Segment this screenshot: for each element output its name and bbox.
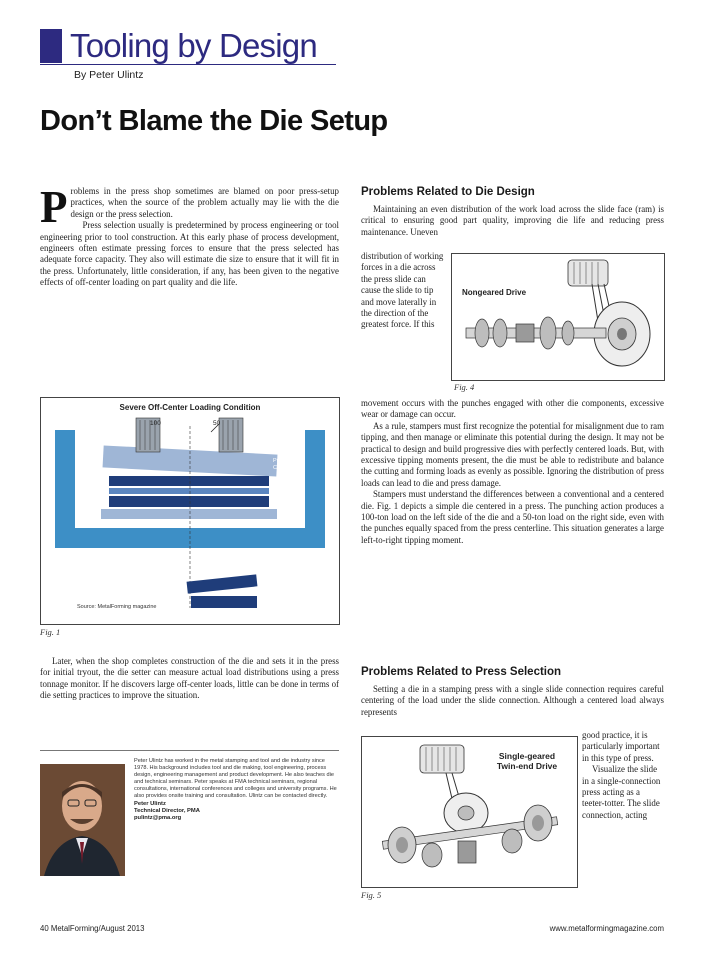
author-bio-text: Peter Ulintz has worked in the metal stamping and tool and die industry since 1978. His background includes tool and die making, tool engineering, process design, engineering management and product development. He also teaches die and technical seminars. Peter speaks at FMA technical seminars, regional consultations, international conferences and colleges and university programs. He also provides onsite training and consultation. Ulintz can be contacted directly.	[134, 758, 337, 800]
heading-die-design: Problems Related to Die Design	[361, 186, 535, 198]
author-title: Technical Director, PMA	[134, 807, 200, 814]
intro-block	[40, 182, 339, 289]
figure-1-load-right: 50	[213, 420, 221, 427]
author-bio	[134, 758, 339, 822]
paragraph-die-design-after: movement occurs with the punches engaged with other die components, excessive wear or damage can occur.	[361, 398, 664, 420]
section-title: Tooling by Design	[70, 27, 317, 64]
paragraph-die-design-2: As a rule, stampers must first recognize the potential for misalignment due to ram tipping, and then manage or eliminate this potential during the design. It may not be practical to design and build progressive dies with perfectly centered loads. But, with excessive tipping moments present, the die must be able to redistribute and balance the cutting and forming loads as evenly as possible. Ignoring the distribution of press loads can lead to die and press damage.	[361, 420, 664, 488]
footer-website[interactable]: www.metalformingmagazine.com	[549, 924, 664, 933]
paragraph-press-selection-wrap: good practice, it is particularly important in this type of press.	[582, 730, 660, 763]
later-block	[40, 656, 339, 702]
author-photo	[40, 764, 125, 876]
paragraph-press-selection-1: Setting a die in a stamping press with a single slide connection requires careful centering of the load under the slide connection. Although a centered load always represents	[361, 684, 664, 717]
paragraph-press-selection-2: Visualize the slide in a single-connection press acting as a teeter-totter. The slide connection, acting	[582, 764, 661, 820]
author-email[interactable]: pulintz@pma.org	[134, 814, 182, 821]
figure-1-caption: Fig. 1	[40, 627, 61, 637]
figure-4	[451, 253, 665, 381]
author-portrait-icon	[40, 764, 125, 876]
paragraph-die-design-wrap: distribution of working forces in a die across the press slide can cause the slide to tip and move laterally in the direction of the greatest force. If this	[361, 251, 444, 330]
drop-cap: P	[40, 182, 68, 232]
figure-1-label-centerline-2: Press Centerline	[77, 461, 103, 474]
heading-press-selection: Problems Related to Press Selection	[361, 666, 562, 678]
footer-folio: 40 MetalForming/August 2013	[40, 924, 145, 933]
figure-1-legend: Source: MetalForming magazine	[77, 604, 157, 610]
figure-5-title-line1: Single-geared	[498, 751, 556, 761]
intro-paragraph	[40, 182, 339, 232]
figure-1-title: Severe Off-Center Loading Condition	[119, 403, 261, 412]
press-selection-wrap	[582, 730, 664, 821]
paragraph-tryout: Later, when the shop completes construction of the die and sets it in the press for initial tryout, the die setter can measure actual load distributions using a press tonnage monitor. If he discovers large off-center loads, little can be done in terms of die setting practices to improve the situation.	[40, 656, 339, 701]
die-design-wrap	[361, 251, 445, 331]
byline: By Peter Ulintz	[74, 69, 144, 81]
article-headline: Don’t Blame the Die Setup	[40, 105, 388, 137]
paragraph-die-design-3: Stampers must understand the differences between a conventional and a centered die. Fig. 1 depicts a simple die centered in a press. The punching action produces a 100-ton load on the left side of the die and a 50-ton load on the right side, even with the punches equally spaced from the press centerline. This situation generates a large left-to-right tipping moment.	[361, 489, 664, 545]
figure-5-caption: Fig. 5	[361, 890, 382, 900]
figure-4-illustration	[452, 254, 664, 380]
die-design-body	[361, 398, 664, 546]
figure-1	[40, 397, 340, 625]
press-selection-intro	[361, 684, 664, 718]
figure-5-illustration	[362, 737, 577, 887]
figure-1-illustration	[41, 398, 339, 624]
author-name: Peter Ulintz	[134, 800, 166, 807]
bio-rule	[40, 750, 339, 751]
header-rule	[40, 64, 336, 65]
intro-text: roblems in the press shop sometimes are blamed on poor press-setup practices, when the source of the problem actually may lie with the die design or the press selection.	[70, 186, 339, 219]
die-design-intro	[361, 204, 664, 238]
paragraph-press-selection: Press selection usually is predetermined by process engineering or tool engineering prior to tool construction. At this early phase of process development, engineers often estimate pressing forces to ensure that the press selected has adequate force capacity. They also will estimate die size to ensure that it will fit in the press. Unfortunately, little consideration, if any, has been given to the negative effects of off-center loading on part quality and die life.	[40, 220, 339, 288]
figure-5-title-line2: Twin-end Drive	[496, 761, 558, 771]
figure-1-load-left: 100	[150, 420, 161, 427]
section-accent-bar	[40, 29, 62, 63]
figure-5	[361, 736, 578, 888]
figure-4-caption: Fig. 4	[454, 382, 475, 392]
figure-1-label-centerline: Press Centerline	[273, 458, 299, 471]
paragraph-die-design-1: Maintaining an even distribution of the work load across the slide face (ram) is critical to ensuring good part quality, improving die life and reducing press maintenance. Uneven	[361, 204, 664, 237]
figure-4-title: Nongeared Drive	[462, 288, 527, 297]
